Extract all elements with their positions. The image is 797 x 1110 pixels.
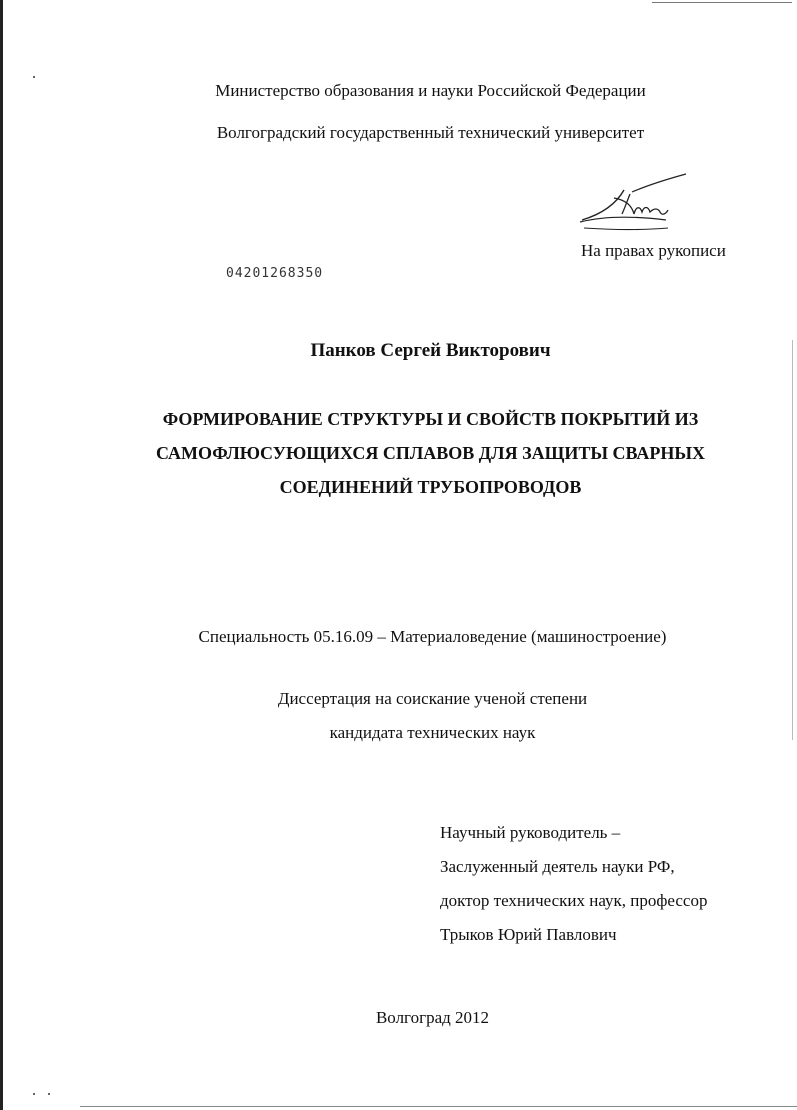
dissertation-degree-line: Диссертация на соискание ученой степени <box>277 689 588 708</box>
scan-speck <box>33 1093 35 1095</box>
handwritten-signature <box>574 170 694 242</box>
supervisor-line: Научный руководитель – <box>440 823 621 842</box>
title-line: ФОРМИРОВАНИЕ СТРУКТУРЫ И СВОЙСТВ ПОКРЫТИЙ ИЗ <box>162 409 699 429</box>
university-heading: Волгоградский государственный технический университет <box>216 123 645 142</box>
title-line: САМОФЛЮСУЮЩИХСЯ СПЛАВОВ ДЛЯ ЗАЩИТЫ СВАРНЫХ <box>155 443 706 463</box>
supervisor-line: доктор технических наук, профессор <box>440 891 708 910</box>
title-line: СОЕДИНЕНИЙ ТРУБОПРОВОДОВ <box>279 477 582 497</box>
degree-name-line: кандидата технических наук <box>329 723 536 742</box>
scan-edge-top <box>652 2 792 3</box>
supervisor-name: Трыков Юрий Павлович <box>440 925 617 944</box>
scan-speck <box>48 1093 50 1095</box>
ministry-heading: Министерство образования и науки Российской Федерации <box>215 81 646 100</box>
scan-edge-right <box>792 340 793 740</box>
city-year: Волгоград 2012 <box>375 1008 490 1027</box>
scan-edge-left <box>0 0 3 1110</box>
specialty-line: Специальность 05.16.09 – Материаловедение (машиностроение) <box>198 627 667 646</box>
manuscript-note: На правах рукописи <box>581 241 726 260</box>
archive-stamp-number: 04201268350 <box>226 266 324 281</box>
supervisor-line: Заслуженный деятель науки РФ, <box>440 857 675 876</box>
dissertation-title <box>32 402 797 504</box>
scan-speck <box>33 76 35 78</box>
supervisor-block <box>440 816 707 952</box>
scan-edge-bottom <box>80 1106 797 1107</box>
author-name: Панков Сергей Викторович <box>310 340 551 361</box>
